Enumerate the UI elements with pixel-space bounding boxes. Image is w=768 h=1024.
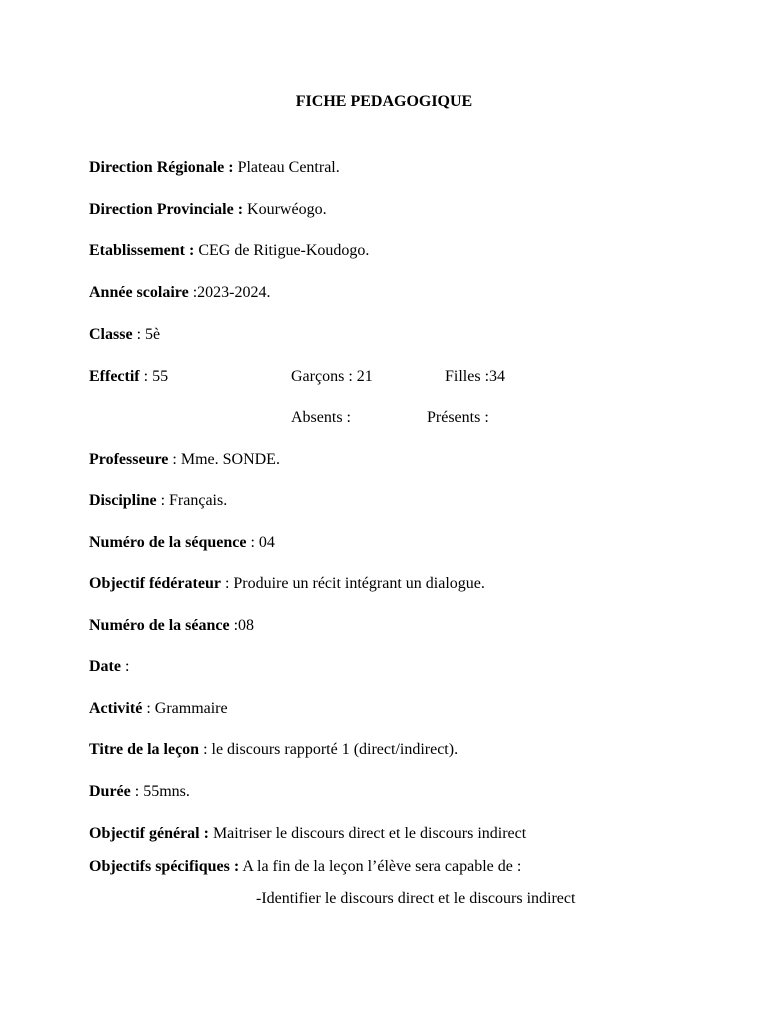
field-garcons: Garçons : 21 xyxy=(291,368,373,385)
field-value: : 55 xyxy=(139,368,169,385)
field-label: Date xyxy=(89,658,121,675)
field-numero-sequence xyxy=(89,533,275,553)
field-direction-regionale xyxy=(89,158,340,178)
field-label: Direction Régionale : xyxy=(89,159,234,176)
field-value: : 04 xyxy=(246,534,275,551)
page-title: FICHE PEDAGOGIQUE xyxy=(295,93,473,110)
field-value: : Grammaire xyxy=(142,700,228,717)
field-date xyxy=(89,657,129,677)
field-value: : 5è xyxy=(132,326,161,343)
field-label: Objectifs spécifiques : xyxy=(89,858,240,875)
field-objectif-federateur xyxy=(89,574,485,594)
field-numero-seance xyxy=(89,616,254,636)
field-value: A la fin de la leçon l’élève sera capable de : xyxy=(239,858,522,875)
field-filles: Filles :34 xyxy=(445,368,506,385)
field-label: Durée xyxy=(89,783,131,800)
field-value: Plateau Central. xyxy=(233,159,340,176)
field-value: Kourwéogo. xyxy=(243,201,327,218)
field-presents: Présents : xyxy=(427,409,489,426)
field-activite xyxy=(89,699,228,719)
field-professeure xyxy=(89,450,280,470)
field-value: : Mme. SONDE. xyxy=(168,451,280,468)
field-label: Année scolaire xyxy=(89,284,189,301)
field-label: Titre de la leçon xyxy=(89,741,200,758)
field-value: : 55mns. xyxy=(130,783,190,800)
field-label: Objectif fédérateur xyxy=(89,575,221,592)
objectif-item: -Identifier le discours direct et le discours indirect xyxy=(256,890,576,907)
field-titre-lecon xyxy=(89,740,458,760)
field-objectif-general xyxy=(89,824,526,844)
field-label: Numéro de la séquence xyxy=(89,534,247,551)
field-objectifs-specifiques xyxy=(89,857,521,877)
field-label: Professeure xyxy=(89,451,169,468)
field-label: Effectif xyxy=(89,368,140,385)
field-value: : xyxy=(120,658,130,675)
field-duree xyxy=(89,782,190,802)
field-value: CEG de Ritigue-Koudogo. xyxy=(194,242,370,259)
field-label: Activité xyxy=(89,700,143,717)
field-value: Maitriser le discours direct et le discours indirect xyxy=(208,825,527,842)
field-classe xyxy=(89,325,160,345)
field-annee-scolaire xyxy=(89,283,270,303)
field-absents: Absents : xyxy=(291,409,351,426)
field-value: :08 xyxy=(229,617,255,634)
field-label: Direction Provinciale : xyxy=(89,201,244,218)
field-value: : le discours rapporté 1 (direct/indirect). xyxy=(199,741,459,758)
field-value: : Français. xyxy=(156,492,228,509)
field-effectif xyxy=(89,367,168,387)
field-etablissement xyxy=(89,241,369,261)
field-value: : Produire un récit intégrant un dialogue. xyxy=(220,575,485,592)
field-label: Etablissement : xyxy=(89,242,195,259)
field-label: Classe xyxy=(89,326,133,343)
field-value: :2023-2024. xyxy=(188,284,271,301)
field-label: Discipline xyxy=(89,492,157,509)
field-direction-provinciale xyxy=(89,200,327,220)
field-discipline xyxy=(89,491,227,511)
field-label: Objectif général : xyxy=(89,825,209,842)
field-label: Numéro de la séance xyxy=(89,617,230,634)
